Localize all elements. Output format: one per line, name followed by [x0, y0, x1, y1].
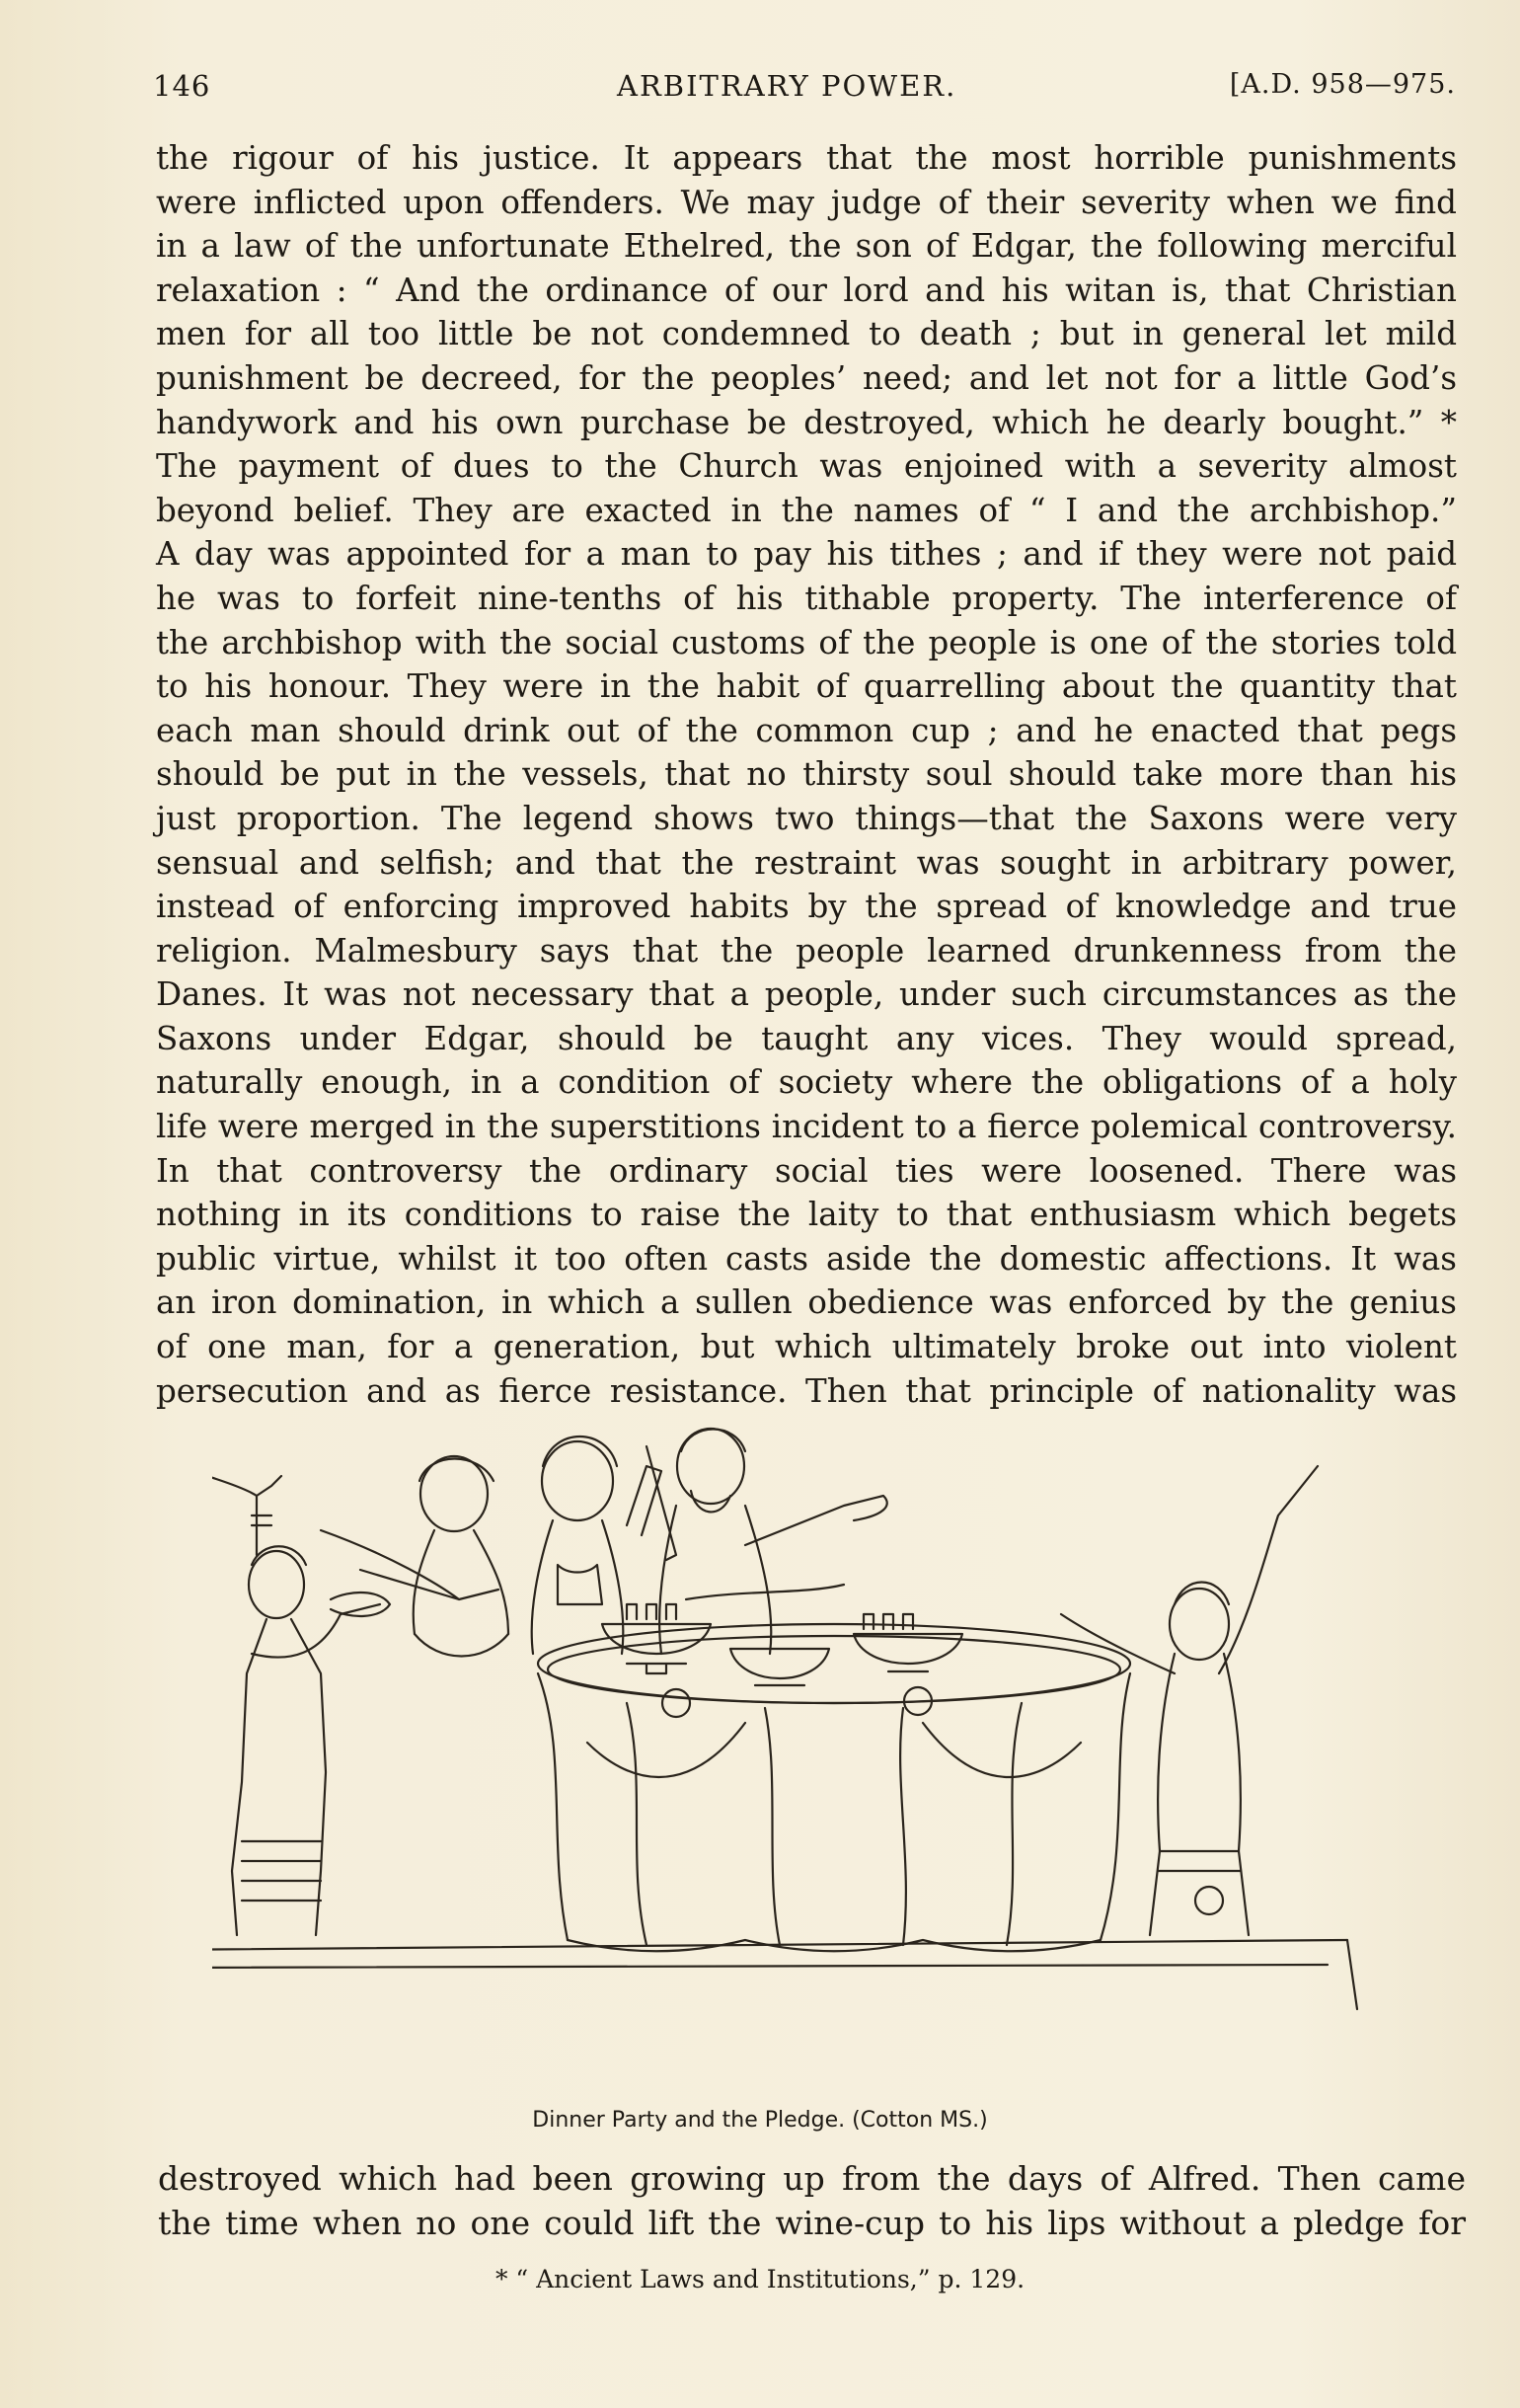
figure-caption: Dinner Party and the Pledge. (Cotton MS.): [532, 2108, 988, 2133]
date-range: [A.D. 958—975.: [1229, 69, 1456, 100]
text-line: an iron domination, in which a sullen obedience was enforced by the genius: [156, 1283, 1457, 1322]
text-line: in a law of the unfortunate Ethelred, the son of Edgar, the following merciful: [156, 227, 1457, 266]
text-line: Saxons under Edgar, should be taught any vices. They would spread,: [156, 1019, 1457, 1057]
main-paragraph: [156, 136, 1457, 1413]
text-line: the rigour of his justice. It appears that the most horrible punishments: [156, 139, 1457, 177]
text-line: religion. Malmesbury says that the people learned drunkenness from the: [156, 931, 1457, 970]
text-line: instead of enforcing improved habits by the spread of knowledge and true: [156, 888, 1457, 926]
text-line: just proportion. The legend shows two things—that the Saxons were very: [156, 799, 1457, 837]
text-line: to his honour. They were in the habit of quarrelling about the quantity that: [156, 667, 1457, 706]
page-number: 146: [153, 69, 211, 103]
text-line: the time when no one could lift the wine-cup to his lips without a pledge for: [158, 2203, 1466, 2242]
text-line: relaxation : “ And the ordinance of our lord and his witan is, that Christian: [156, 271, 1457, 309]
text-line: of one man, for a generation, but which ultimately broke out into violent: [156, 1328, 1457, 1366]
text-line: In that controversy the ordinary social ties were loosened. There was: [156, 1151, 1457, 1190]
text-line: Danes. It was not necessary that a people, under such circumstances as the: [156, 975, 1457, 1014]
text-line: A day was appointed for a man to pay his tithes ; and if they were not paid: [156, 535, 1457, 574]
text-line: naturally enough, in a condition of society where the obligations of a holy: [156, 1063, 1457, 1102]
text-line: each man should drink out of the common cup ; and he enacted that pegs: [156, 711, 1457, 749]
text-line: handywork and his own purchase be destroyed, which he dearly bought.” *: [156, 403, 1457, 441]
running-header: [153, 57, 1456, 107]
text-line: persecution and as fierce resistance. Then that principle of nationality was: [156, 1371, 1457, 1410]
text-line: public virtue, whilst it too often casts aside the domestic affections. It was: [156, 1239, 1457, 1278]
text-line: punishment be decreed, for the peoples’ need; and let not for a little God’s: [156, 358, 1457, 397]
footnote: * “ Ancient Laws and Institutions,” p. 129.: [494, 2265, 1026, 2293]
text-line: the archbishop with the social customs of the people is one of the stories told: [156, 623, 1457, 661]
continuation-paragraph: [158, 2157, 1466, 2245]
dinner-party-illustration: [212, 1427, 1397, 2068]
text-line: life were merged in the superstitions incident to a fierce polemical controversy.: [156, 1108, 1457, 1146]
running-title: ARBITRARY POWER.: [617, 69, 957, 103]
text-line: destroyed which had been growing up from the days of Alfred. Then came: [158, 2159, 1466, 2198]
text-line: beyond belief. They are exacted in the names of “ I and the archbishop.”: [156, 491, 1457, 529]
text-line: nothing in its conditions to raise the laity to that enthusiasm which begets: [156, 1196, 1457, 1234]
text-line: The payment of dues to the Church was enjoined with a severity almost: [156, 447, 1457, 486]
text-line: were inflicted upon offenders. We may judge of their severity when we find: [156, 183, 1457, 221]
text-line: men for all too little be not condemned to death ; but in general let mild: [156, 315, 1457, 353]
text-line: should be put in the vessels, that no thirsty soul should take more than his: [156, 755, 1457, 794]
text-line: he was to forfeit nine-tenths of his tithable property. The interference of: [156, 579, 1457, 617]
text-line: sensual and selfish; and that the restraint was sought in arbitrary power,: [156, 843, 1457, 882]
